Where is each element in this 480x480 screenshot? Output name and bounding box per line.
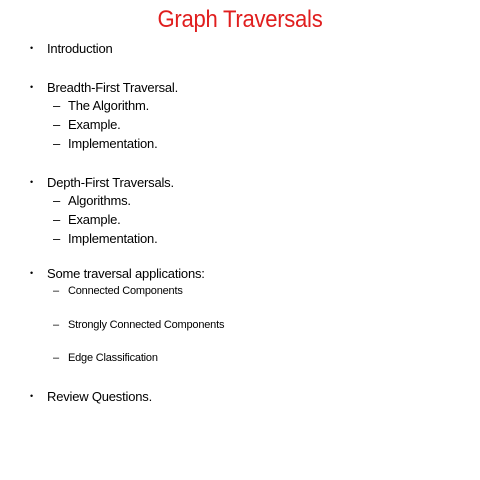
bullet-icon: •	[30, 82, 34, 92]
sub-item-bft-example: Example.	[68, 117, 121, 132]
bullet-item-introduction: Introduction	[47, 41, 113, 56]
dash-icon: –	[53, 136, 61, 151]
dash-icon: –	[53, 212, 61, 227]
dash-icon: –	[53, 231, 61, 246]
slide-title: Graph Traversals	[157, 6, 323, 33]
dash-icon: –	[53, 285, 59, 297]
bullet-icon: •	[30, 177, 34, 187]
sub-item-strongly-connected-components: Strongly Connected Components	[68, 319, 225, 331]
dash-icon: –	[53, 117, 61, 132]
bullet-icon: •	[30, 391, 34, 401]
sub-item-edge-classification: Edge Classification	[68, 352, 158, 364]
bullet-icon: •	[30, 268, 34, 278]
sub-item-bft-implementation: Implementation.	[68, 136, 158, 151]
sub-item-dft-implementation: Implementation.	[68, 231, 158, 246]
bullet-icon: •	[30, 43, 34, 53]
bullet-item-depth-first: Depth-First Traversals.	[47, 175, 174, 190]
dash-icon: –	[53, 98, 61, 113]
sub-item-connected-components: Connected Components	[68, 285, 183, 297]
bullet-item-applications: Some traversal applications:	[47, 266, 205, 281]
sub-item-dft-example: Example.	[68, 212, 121, 227]
dash-icon: –	[53, 319, 59, 331]
dash-icon: –	[53, 193, 61, 208]
bullet-item-review-questions: Review Questions.	[47, 389, 152, 404]
bullet-item-breadth-first: Breadth-First Traversal.	[47, 80, 179, 95]
sub-item-bft-algorithm: The Algorithm.	[68, 98, 150, 113]
sub-item-dft-algorithms: Algorithms.	[68, 193, 131, 208]
dash-icon: –	[53, 352, 59, 364]
